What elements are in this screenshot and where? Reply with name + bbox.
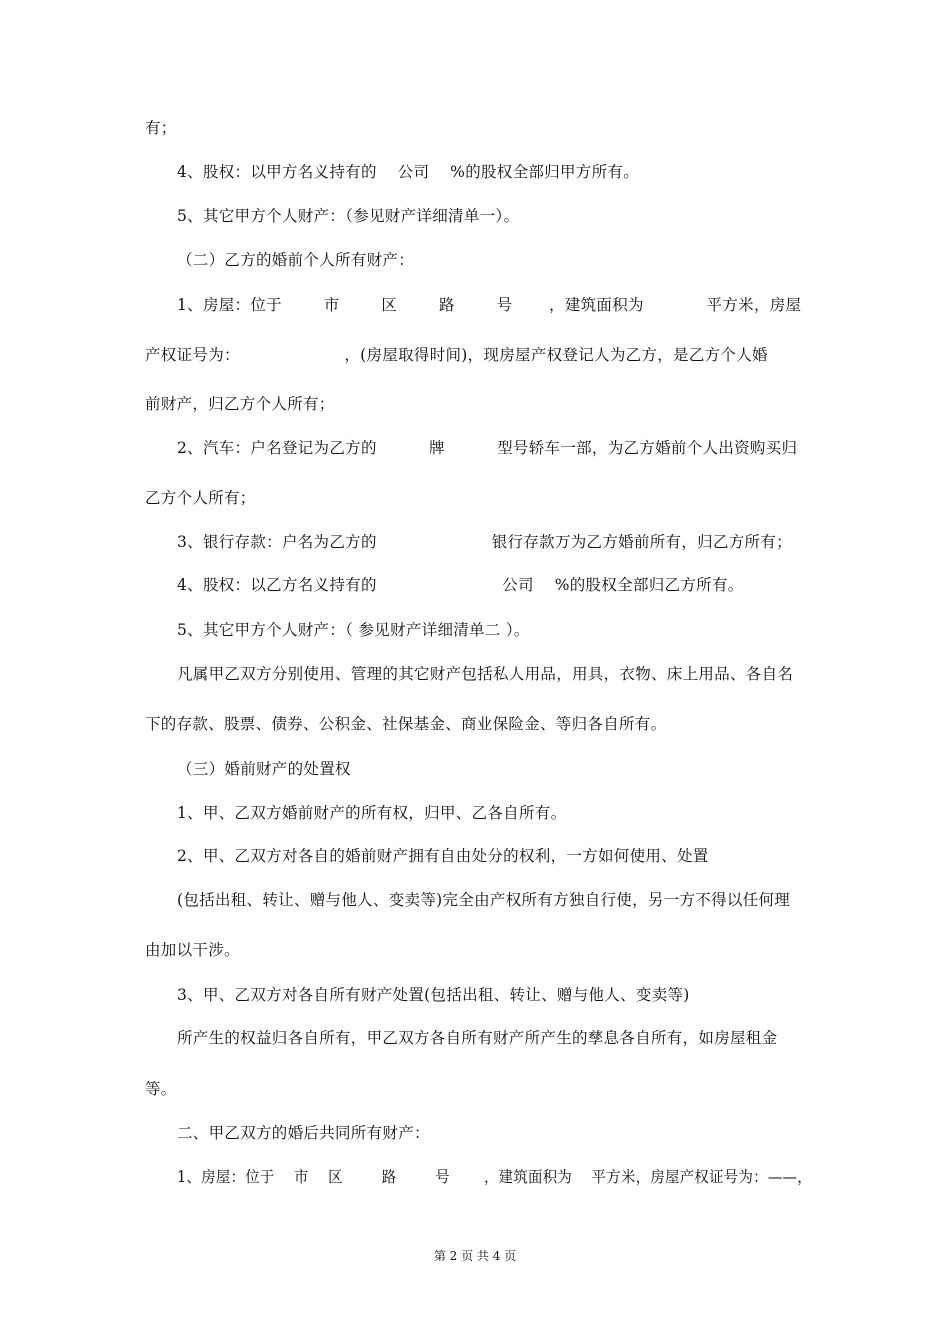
text-line-22: 等。 [145, 1080, 177, 1098]
text-line-23: 二、甲乙双方的婚后共同所有财产： [177, 1124, 430, 1142]
text-line-9: 乙方个人所有； [145, 489, 256, 507]
text-line-7: 前财产，归乙方个人所有； [145, 395, 335, 413]
text-line-16: 1、甲、乙双方婚前财产的所有权，归甲、乙各自所有。 [177, 804, 567, 822]
text-line-5: 1、房屋：位于 市 区 路 号 ，建筑面积为 平方米，房屋 [177, 296, 802, 314]
text-line-12: 5、其它甲方个人财产：（ 参见财产详细清单二 ）。 [177, 621, 530, 639]
text-line-14: 下的存款、股票、债券、公积金、社保基金、商业保险金、等归各自所有。 [145, 715, 667, 733]
text-line-3: 5、其它甲方个人财产：（参见财产详细清单一）。 [177, 207, 520, 225]
text-line-4: （二）乙方的婚前个人所有财产： [177, 251, 415, 269]
text-line-19: 由加以干涉。 [145, 941, 240, 959]
text-line-17: 2、甲、乙双方对各自的婚前财产拥有自由处分的权利，一方如何使用、处置 [177, 847, 709, 865]
text-line-13: 凡属甲乙双方分别使用、管理的其它财产包括私人用品，用具，衣物、床上用品、各自名 [177, 665, 794, 683]
text-line-11: 4、股权：以乙方名义持有的 公司 %的股权全部归乙方所有。 [177, 576, 744, 594]
text-line-2: 4、股权：以甲方名义持有的 公司 %的股权全部归甲方所有。 [177, 163, 640, 181]
text-line-15: （三）婚前财产的处置权 [177, 760, 351, 778]
text-line-24: 1、房屋：位于 市 区 路 号 ，建筑面积为 平方米，房屋产权证号为：——， [177, 1168, 812, 1186]
text-line-10: 3、银行存款：户名为乙方的 银行存款万为乙方婚前所有，归乙方所有； [177, 533, 792, 551]
text-line-18: (包括出租、转让、赠与他人、变卖等)完全由产权所有方独自行使，另一方不得以任何理 [177, 891, 791, 909]
text-line-21: 所产生的权益归各自所有，甲乙双方各自所有财产所产生的孳息各自所有，如房屋租金 [177, 1029, 778, 1047]
text-line-8: 2、汽车：户名登记为乙方的 牌 型号轿车一部，为乙方婚前个人出资购买归 [177, 439, 798, 457]
text-line-1: 有； [145, 119, 177, 137]
page-number-footer: 第 2 页 共 4 页 [433, 1249, 517, 1263]
text-line-20: 3、甲、乙双方对各自所有财产处置(包括出租、转让、赠与他人、变卖等) [177, 986, 690, 1004]
text-line-6: 产权证号为： ，(房屋取得时间)，现房屋产权登记人为乙方，是乙方个人婚 [145, 346, 768, 364]
